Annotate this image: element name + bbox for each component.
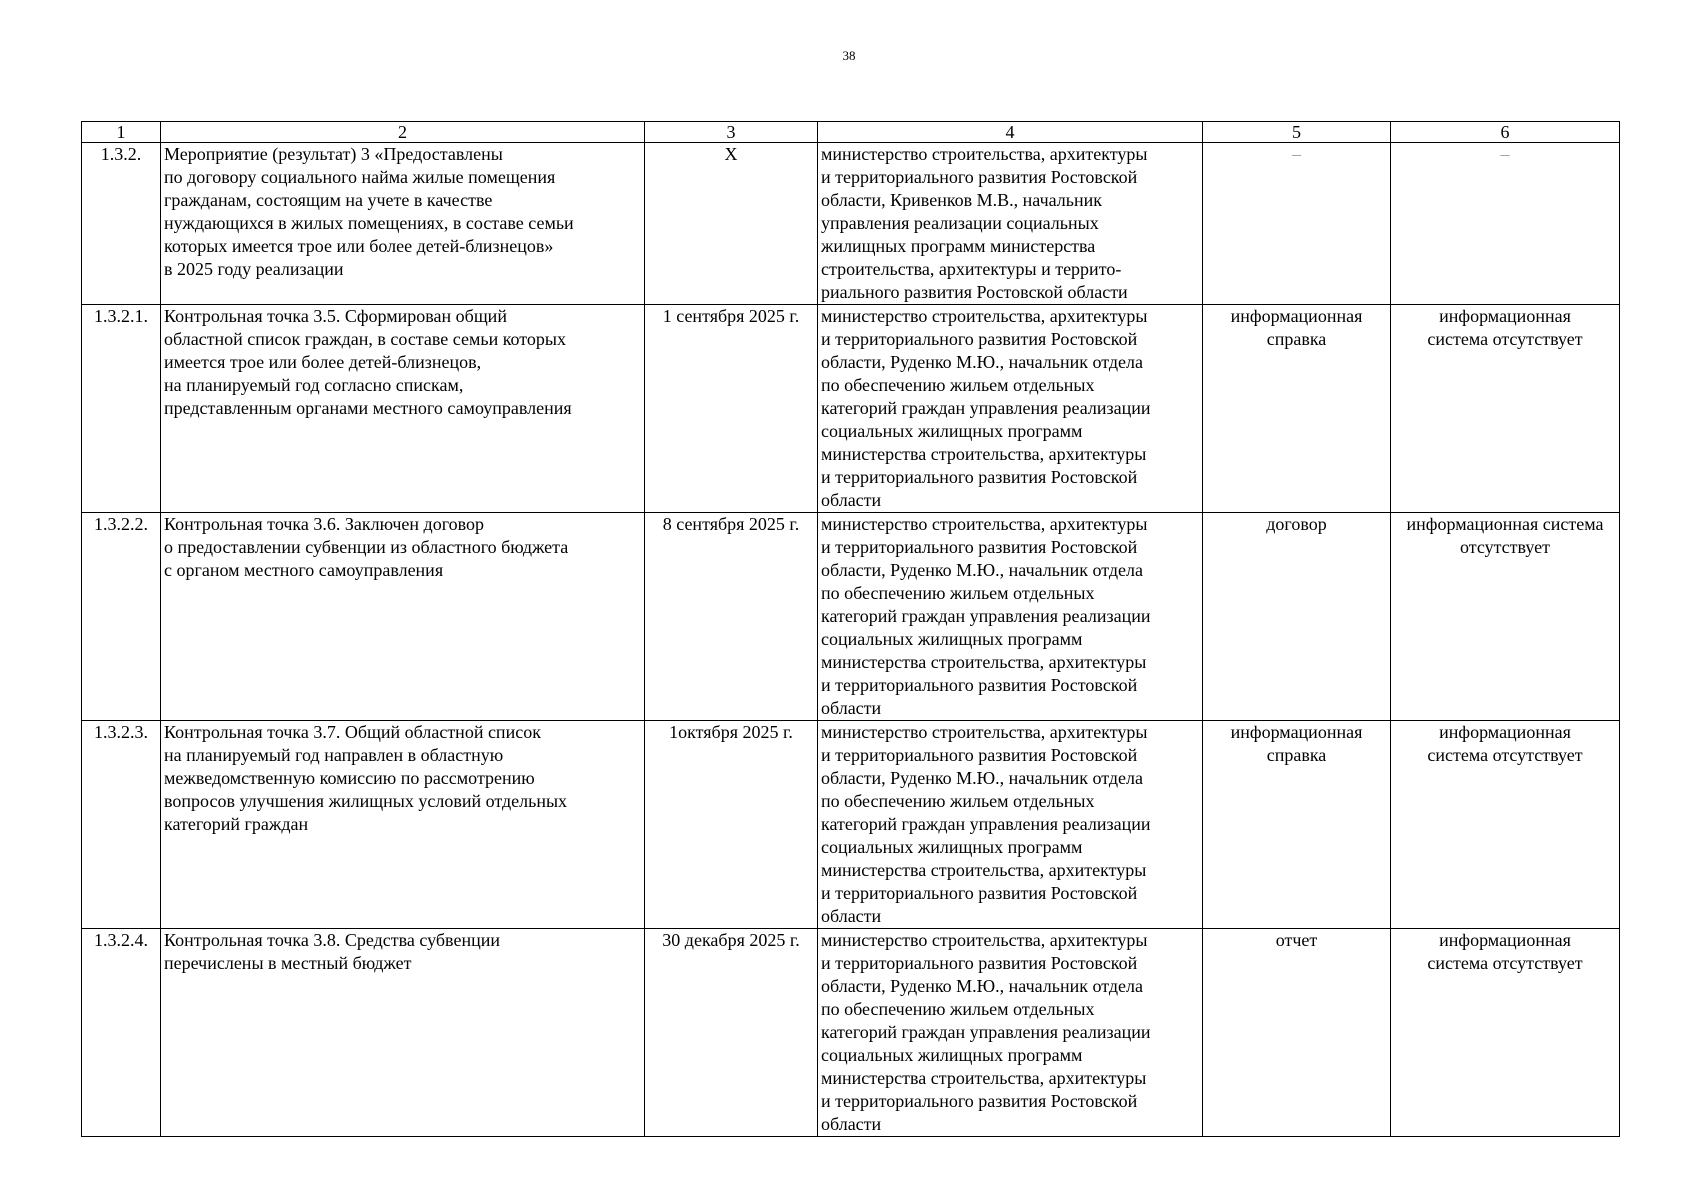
row-number: 1.3.2.2.	[82, 513, 161, 721]
row-system: информационная система отсутствует	[1391, 929, 1620, 1137]
row-document: –	[1203, 143, 1391, 305]
row-date: X	[645, 143, 818, 305]
table-row	[82, 143, 1620, 305]
table-header-row	[82, 122, 1620, 143]
row-document: информационная справка	[1203, 721, 1391, 929]
column-header: 4	[818, 122, 1203, 143]
row-number: 1.3.2.4.	[82, 929, 161, 1137]
row-date: 1октября 2025 г.	[645, 721, 818, 929]
row-responsible: министерство строительства, архитектуры и территориального развития Ростовской области, Руденко М.Ю., начальник отдела по обеспечению жильем отдельных категорий граждан управления реализации социальных жилищных программ министерства строительства, архитектуры и территориального развития Ростовской области	[818, 305, 1203, 513]
row-system: информационная система отсутствует	[1391, 513, 1620, 721]
row-number: 1.3.2.	[82, 143, 161, 305]
row-name: Контрольная точка 3.6. Заключен договор о предоставлении субвенции из областного бюджета с органом местного самоуправления	[161, 513, 645, 721]
column-header: 2	[161, 122, 645, 143]
row-responsible: министерство строительства, архитектуры и территориального развития Ростовской области, Руденко М.Ю., начальник отдела по обеспечению жильем отдельных категорий граждан управления реализации социальных жилищных программ министерства строительства, архитектуры и территориального развития Ростовской области	[818, 929, 1203, 1137]
page-number: 38	[842, 48, 856, 63]
row-date: 8 сентября 2025 г.	[645, 513, 818, 721]
row-name: Контрольная точка 3.7. Общий областной список на планируемый год направлен в областную межведомственную комиссию по рассмотрению вопросов улучшения жилищных условий отдельных категорий граждан	[161, 721, 645, 929]
row-responsible: министерство строительства, архитектуры и территориального развития Ростовской области, Руденко М.Ю., начальник отдела по обеспечению жильем отдельных категорий граждан управления реализации социальных жилищных программ министерства строительства, архитектуры и территориального развития Ростовской области	[818, 721, 1203, 929]
plan-table	[81, 121, 1620, 1137]
row-number: 1.3.2.3.	[82, 721, 161, 929]
row-system: информационная система отсутствует	[1391, 305, 1620, 513]
table-row	[82, 929, 1620, 1137]
row-name: Мероприятие (результат) 3 «Предоставлены по договору социального найма жилые помещения гражданам, состоящим на учете в качестве нуждающихся в жилых помещениях, в составе семьи которых имеется трое или более детей-близнецов» в 2025 году реализации	[161, 143, 645, 305]
row-responsible: министерство строительства, архитектуры и территориального развития Ростовской области, Кривенков М.В., начальник управления реализации социальных жилищных программ министерства строительства, архитектуры и террито- риального развития Ростовской области	[818, 143, 1203, 305]
table-row	[82, 513, 1620, 721]
column-header: 1	[82, 122, 161, 143]
row-number: 1.3.2.1.	[82, 305, 161, 513]
row-system: информационная система отсутствует	[1391, 721, 1620, 929]
column-header: 3	[645, 122, 818, 143]
table-row	[82, 305, 1620, 513]
row-date: 1 сентября 2025 г.	[645, 305, 818, 513]
row-date: 30 декабря 2025 г.	[645, 929, 818, 1137]
row-document: отчет	[1203, 929, 1391, 1137]
column-header: 5	[1203, 122, 1391, 143]
row-document: информационная справка	[1203, 305, 1391, 513]
row-document: договор	[1203, 513, 1391, 721]
row-name: Контрольная точка 3.8. Средства субвенции перечислены в местный бюджет	[161, 929, 645, 1137]
row-name: Контрольная точка 3.5. Сформирован общий областной список граждан, в составе семьи которых имеется трое или более детей-близнецов, на планируемый год согласно спискам, представленным органами местного самоуправления	[161, 305, 645, 513]
table-row	[82, 721, 1620, 929]
row-responsible: министерство строительства, архитектуры и территориального развития Ростовской области, Руденко М.Ю., начальник отдела по обеспечению жильем отдельных категорий граждан управления реализации социальных жилищных программ министерства строительства, архитектуры и территориального развития Ростовской области	[818, 513, 1203, 721]
column-header: 6	[1391, 122, 1620, 143]
row-system: –	[1391, 143, 1620, 305]
